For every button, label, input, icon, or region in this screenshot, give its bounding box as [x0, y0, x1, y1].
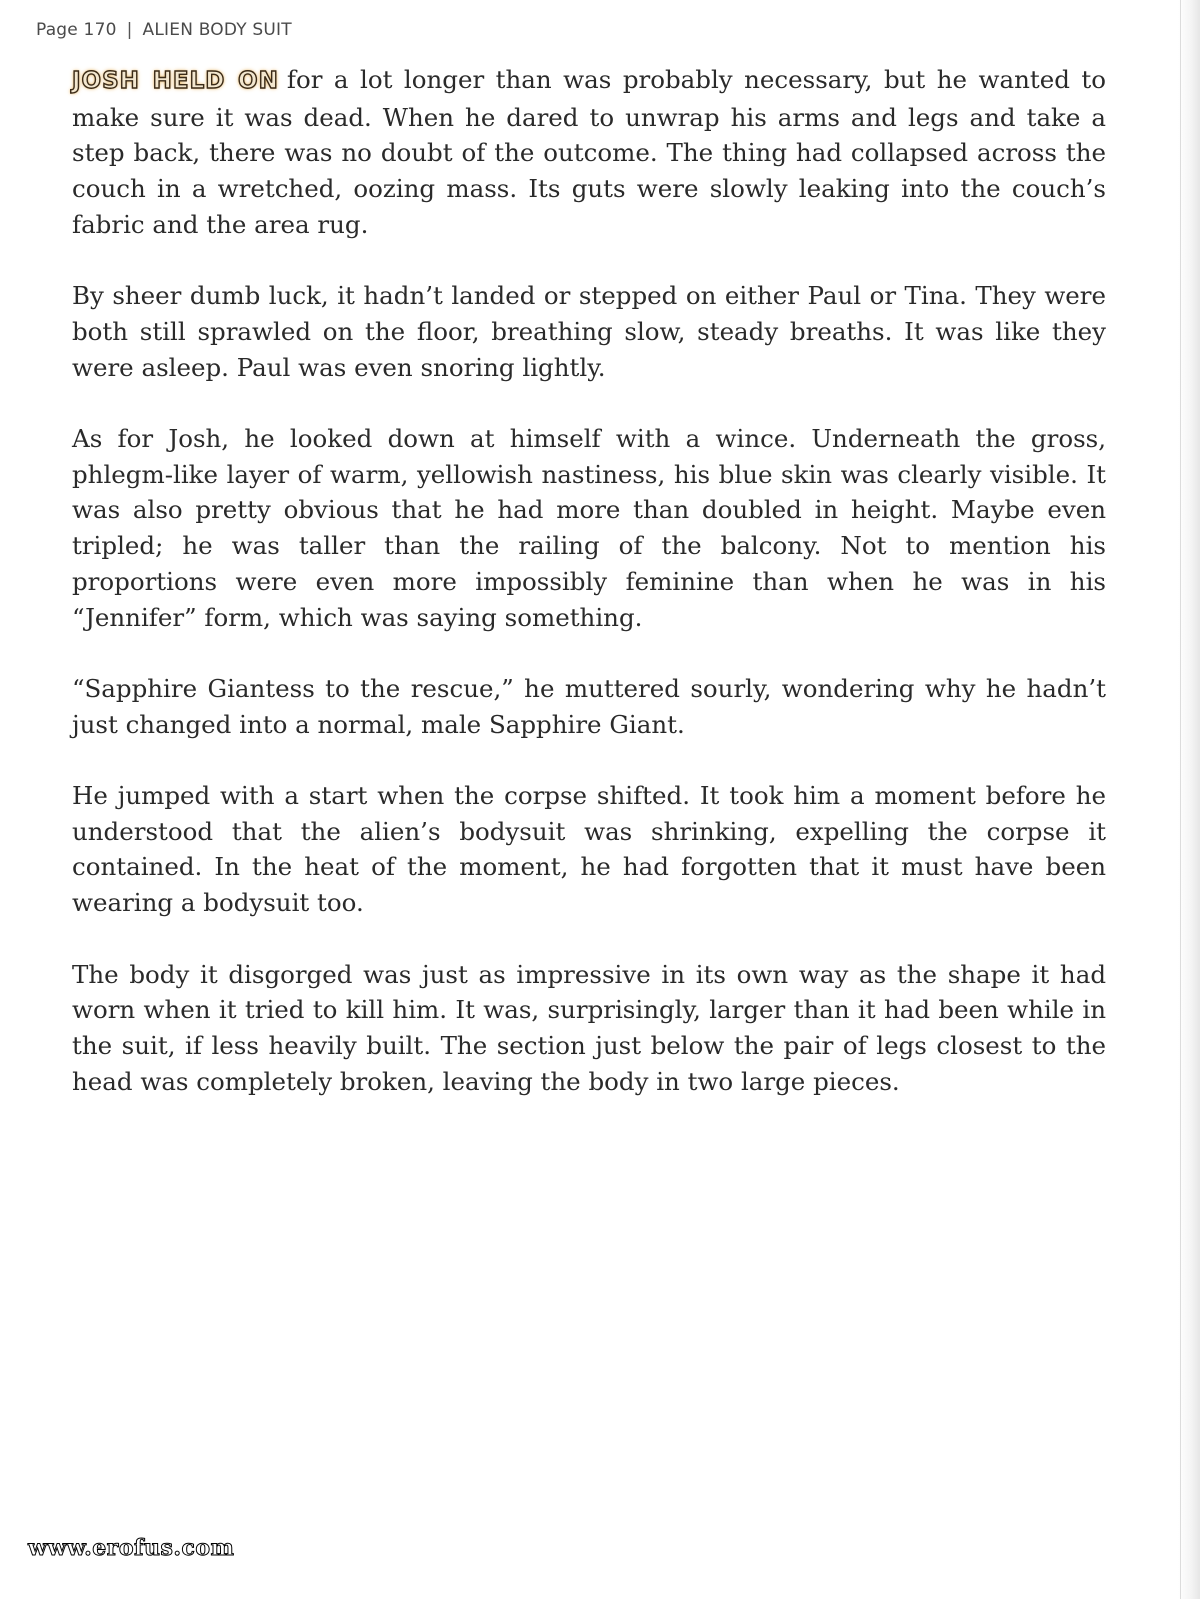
page-number: Page 170 — [36, 20, 117, 40]
paragraph-6: The body it disgorged was just as impressive in its own way as the shape it had worn when it tried to kill him. It was, surprisingly, larger than it had been while in the suit, if less heavily built. The section just below the pair of legs closest to the head was completely broken, leaving the body in two large pieces. — [72, 959, 1106, 1096]
paragraph-1 — [72, 62, 1106, 243]
site-watermark: www.erofus.com — [28, 1535, 235, 1561]
header-separator: | — [126, 20, 133, 40]
page-edge — [1178, 0, 1200, 1599]
running-header — [36, 20, 292, 40]
book-title: ALIEN BODY SUIT — [142, 20, 292, 40]
paragraph-2: By sheer dumb luck, it hadn’t landed or stepped on either Paul or Tina. They were both still sprawled on the floor, breathing slow, steady breaths. It was like they were asleep. Paul was even snoring lightly. — [72, 281, 1106, 382]
paragraph-4: “Sapphire Giantess to the rescue,” he muttered sourly, wondering why he hadn’t just changed into a normal, male Sapphire Giant. — [72, 673, 1106, 739]
paragraph-3: As for Josh, he looked down at himself with a wince. Underneath the gross, phlegm-like layer of warm, yellowish nastiness, his blue skin was clearly visible. It was also pretty obvious that he had more than doubled in height. Maybe even tripled; he was taller than the railing of the balcony. Not to mention his proportions were even more impossibly feminine than when he was in his “Jennifer” form, which was saying something. — [72, 424, 1106, 632]
lead-in-title: JOSH HELD ON — [72, 68, 279, 94]
paragraph-5: He jumped with a start when the corpse shifted. It took him a moment before he understood that the alien’s bodysuit was shrinking, expelling the corpse it contained. In the heat of the moment, he had forgotten that it must have been wearing a bodysuit too. — [72, 781, 1106, 918]
chapter-body — [72, 62, 1106, 1135]
paragraph-1-text: for a lot longer than was probably necessary, but he wanted to make sure it was dead. When he dared to unwrap his arms and legs and take a step back, there was no doubt of the outcome. The thing had collapsed across the couch in a wretched, oozing mass. Its guts were slowly leaking into the couch’s fabric and the area rug. — [72, 65, 1107, 239]
